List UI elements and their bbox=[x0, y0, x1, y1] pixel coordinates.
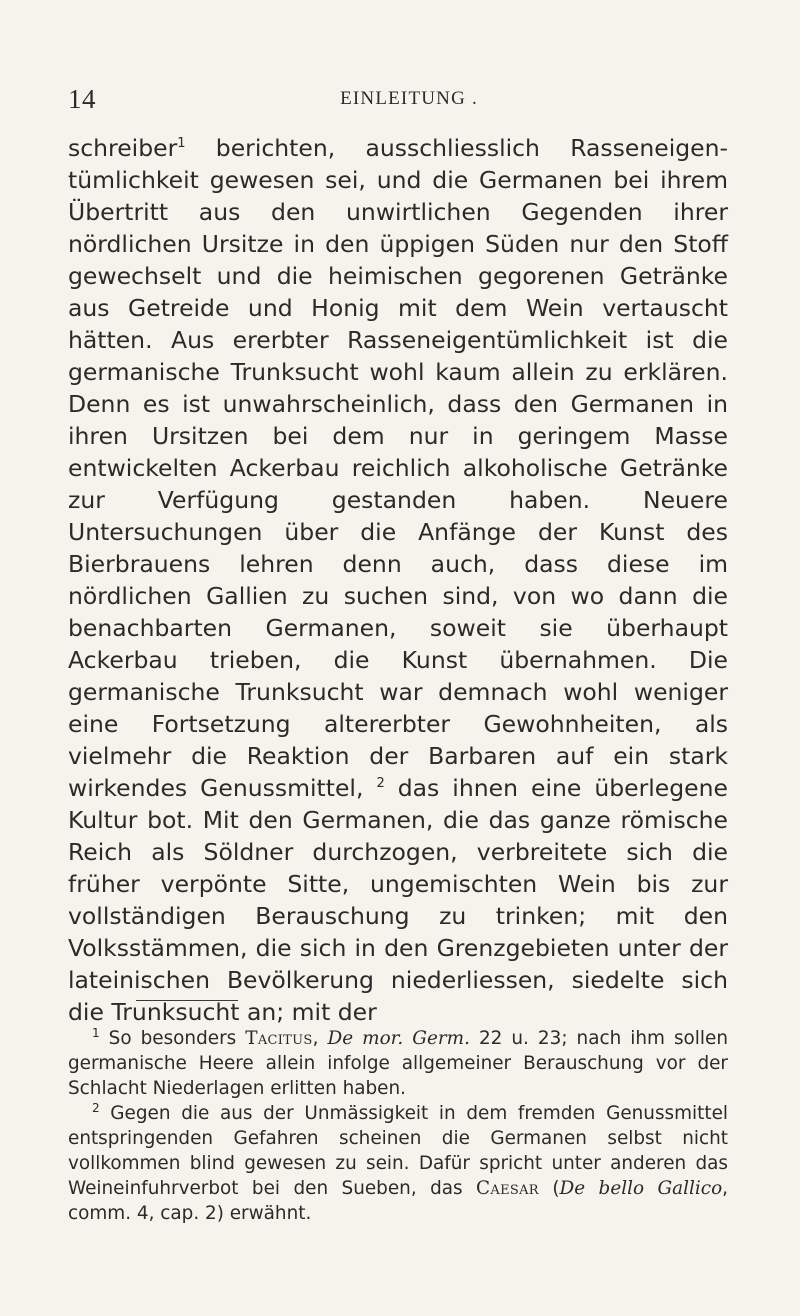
footnote-separator: , bbox=[312, 1028, 328, 1049]
body-segment-1: schreiber bbox=[68, 134, 178, 162]
footnote-separator: ( bbox=[538, 1178, 560, 1199]
main-text bbox=[68, 132, 728, 1028]
footnote-ref-1: 1 bbox=[177, 136, 186, 152]
footnote-marker: 2 bbox=[92, 1100, 100, 1115]
footnote-text: So besonders bbox=[99, 1028, 246, 1049]
page-header bbox=[68, 84, 728, 118]
footnotes bbox=[68, 1026, 728, 1226]
footnote-author: Caesar bbox=[476, 1178, 539, 1199]
body-segment-2: berichten, ausschliesslich Rasseneigentümlichkeit gewesen sei, und die Germanen bei ihrem Übertritt aus den unwirtlichen Gegenden ihrer nördlichen Ursitze in den üppigen Süden nur den Stoff gewechselt und die heimischen gegorenen Getränke aus Getreide und Honig mit dem Wein vertauscht hätten. Aus ererbter Rasseneigentümlichkeit ist die germanische Trunksucht wohl kaum allein zu erklären. Denn es ist unwahrscheinlich, dass den Germanen in ihren Ursitzen bei dem nur in geringem Masse entwickelten Ackerbau reichlich alkoholische Getränke zur Verfügung gestanden haben. Neuere Untersuchungen über die Anfänge der Kunst des Bierbrauens lehren denn auch, dass diese im nördlichen Gallien zu suchen sind, von wo dann die benachbarten Germanen, soweit sie überhaupt Ackerbau trieben, die Kunst übernahmen. Die germanische Trunksucht war demnach wohl weniger eine Fortsetzung altererbter Gewohnheiten, als vielmehr die Reaktion der Barbaren auf ein stark wirkendes Genussmittel, bbox=[68, 134, 728, 802]
footnote-work-title: De mor. Germ. bbox=[327, 1028, 470, 1049]
page-number: 14 bbox=[68, 84, 96, 114]
footnote-1 bbox=[68, 1026, 728, 1101]
footnote-text: Gegen die aus der Unmässigkeit in dem fremden Genussmittel entspringenden Gefahren scheinen die Germanen selbst nicht vollkommen blind gewesen zu sein. Dafür spricht unter anderen das Weineinfuhrverbot bei den Sueben, das bbox=[68, 1103, 728, 1199]
body-segment-3: das ihnen eine überlegene Kultur bot. Mit den Germanen, die das ganze römische Reich als Söldner durchzogen, verbreitete sich die früher verpönte Sitte, ungemischten Wein bis zur vollständigen Berauschung zu trinken; mit den Volksstämmen, die sich in den Grenzgebieten unter der lateinischen Bevölkerung niederliessen, siedelte sich die Trunksucht an; mit der bbox=[68, 774, 728, 1026]
footnote-text: 22 u. 23; nach ihm sollen germanische Heere allein infolge allgemeiner Berauschung vor der Schlacht Niederlagen erlitten haben. bbox=[68, 1028, 728, 1099]
footnote-divider bbox=[136, 1000, 238, 1001]
footnote-work-title: De bello Gallico bbox=[559, 1178, 723, 1199]
footnote-2 bbox=[68, 1101, 728, 1226]
footnote-text: , comm. 4, cap. 2) erwähnt. bbox=[68, 1178, 729, 1224]
footnote-ref-2: 2 bbox=[376, 776, 385, 792]
footnote-marker: 1 bbox=[92, 1025, 100, 1040]
body-paragraph bbox=[68, 132, 728, 1028]
running-head: EINLEITUNG . bbox=[340, 88, 478, 109]
footnote-author: Tacitus bbox=[245, 1028, 313, 1049]
